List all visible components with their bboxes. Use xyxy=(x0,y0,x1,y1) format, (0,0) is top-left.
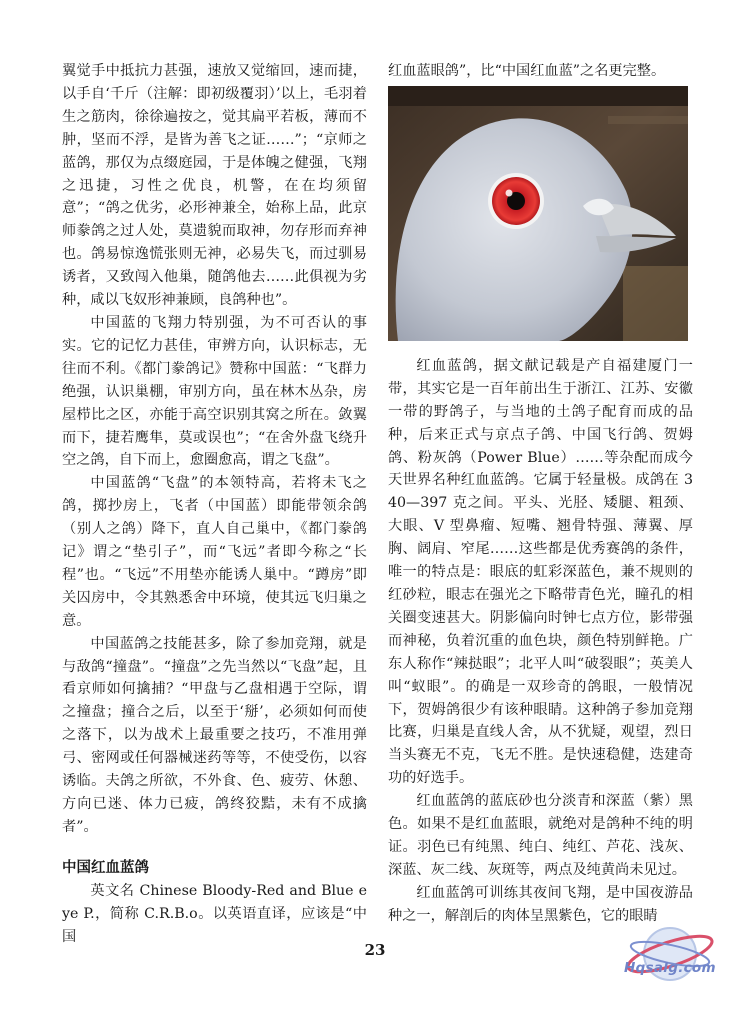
section-heading: 中国红血蓝鸽 xyxy=(62,858,149,876)
left-column xyxy=(62,60,367,948)
watermark-globe-icon xyxy=(622,918,732,996)
right-paragraph-3: 红血蓝鸽可训练其夜间飞翔，是中国夜游品种之一，解剖后的肉体呈黑紫色，它的眼睛 xyxy=(388,884,693,924)
pigeon-photo xyxy=(388,86,688,341)
right-column xyxy=(388,60,693,928)
left-paragraph-4: 中国蓝鸽之技能甚多，除了参加竞翔，就是与敌鸽“撞盘”。“撞盘”之先当然以“飞盘”起，且看京师如何擒捕？“甲盘与乙盘相遇于空际，谓之撞盘；撞合之后，以至于‘掰’，必须如何而使之落下，以为战术上最重要之技巧，不准用弹弓、密网或任何器械迷药等等，不使受伤，以容诱临。夫鸽之所欲，不外食、色、疲劳、休憩、方向已迷、体力已疲，鸽终狡黠，未有不成擒者”。 xyxy=(62,635,367,835)
watermark-text: Hqsalg.com xyxy=(624,960,716,976)
left-paragraph-3: 中国蓝鸽“飞盘”的本领特高，若将未飞之鸽，掷抄房上，飞者（中国蓝）即能带领余鸽（别人之鸽）降下，直人自己巢中，《都门豢鸽记》谓之“垫引子”，而“飞远”者即今称之“长程”也。“飞远”不用垫亦能诱人巢中。“蹲房”即关囚房中，令其熟悉舍中环境，使其远飞归巢之意。 xyxy=(62,475,367,629)
page-number: 23 xyxy=(364,941,386,959)
left-paragraph-1: 翼觉手中抵抗力甚强，速放又觉缩回，速而捷，以手自‘千斤（注解：即初级覆羽）’以上，毛羽着生之筋肉，徐徐遍按之，觉其扁平若板，薄而不肿，坚而不浮，是皆为善飞之证……”；“京师之蓝鸽，那仅为点缀庭园，于是体魄之健强，飞翔之迅捷，习性之优良，机警，在在均须留意”；“鸽之优劣，必形神兼全，始称上品，此京师豢鸽之过人处，莫遗貌而取神，勿存形而弃神也。鸽易惊逸慌张则无神，必易失飞，而过驯易诱者，又致闯入他巢，随鸽他去……此俱视为劣种，咸以飞奴形神兼顾，良鸽种也”。 xyxy=(62,63,367,309)
right-paragraph-1: 红血蓝鸽，据文献记载是产自福建厦门一带，其实它是一百年前出生于浙江、江苏、安徽一带的野鸽子，与当地的土鸽子配育而成的品种，后来正式与京点子鸽、中国飞行鸽、贺姆鸽、粉灰鸽（Power Blue）……等杂配而成今天世界名种红血蓝鸽。它属于轻量极。成鸽在 340—397 克之间。平头、光胫、矮腿、粗颈、大眼、V 型鼻瘤、短嘴、翘骨特强、薄翼、厚胸、阔肩、窄尾……这些都是优秀赛鸽的条件，唯一的特点是：眼底的虹彩深蓝色，兼不规则的红砂粒，眼志在强光之下略带青色光，瞳孔的相关圈变速甚大。阴影偏向时钟七点方位，影带强而神秘，负着沉重的血色块，颜色特别鲜艳。广东人称作“辣挞眼”；北平人叫“破裂眼”；英美人叫“蚁眼”。的确是一双珍奇的鸽眼，一般情况下，贺姆鸽很少有该种眼睛。这种鸽子参加竞翔比赛，归巢是直线人舍，从不犹疑，观望，烈日当头赛无不克，飞无不胜。是快速稳健，迭建奇功的好选手。 xyxy=(388,357,693,787)
left-paragraph-2: 中国蓝的飞翔力特别强，为不可否认的事实。它的记忆力甚佳，审辨方向，认识标志，无往而不利。《都门豢鸽记》赞称中国蓝：“飞群力绝强，认识巢棚，审别方向，虽在林木丛杂，房屋栉比之区，亦能于高空识别其窝之所在。敛翼而下，捷若鹰隼，莫或误也”；“在舍外盘飞绕升空之鸽，自下而上，愈圈愈高，谓之飞盘”。 xyxy=(62,314,367,469)
right-paragraph-2: 红血蓝鸽的蓝底砂也分淡青和深蓝（紫）黑色。如果不是红血蓝眼，就绝对是鸽种不纯的明证。羽色已有纯黑、纯白、纯红、芦花、浅灰、深蓝、灰二线、灰斑等，两点及纯黄尚未见过。 xyxy=(388,793,693,878)
pigeon-photo-icon xyxy=(388,86,688,341)
right-paragraph-0: 红血蓝眼鸽”，比“中国红血蓝”之名更完整。 xyxy=(388,63,666,79)
left-paragraph-5: 英文名 Chinese Bloody-Red and Blue eye P.，简称 C.R.B.o。以英语直译，应该是“中国 xyxy=(62,882,367,945)
